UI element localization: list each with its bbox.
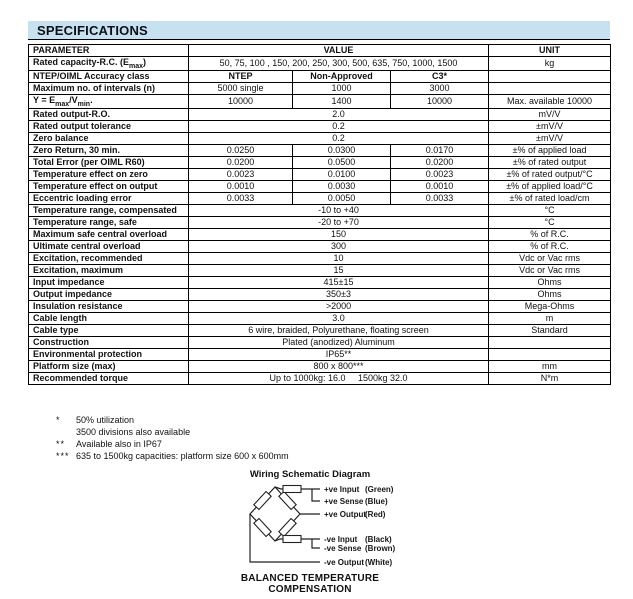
table-row (29, 82, 611, 94)
unit-cell (489, 336, 611, 348)
unit-cell: ±mV/V (489, 132, 611, 144)
table-row (29, 276, 611, 288)
value-cell: 0.0200 (189, 156, 293, 168)
footnote-text: 635 to 1500kg capacities: platform size 600 x 600mm (76, 451, 289, 461)
value-cell: IP65** (189, 348, 489, 360)
wire-label: -ve Input (324, 535, 358, 544)
wire-label: +ve Output (324, 510, 367, 519)
wire-color: (Green) (365, 485, 394, 494)
unit-cell: Vdc or Vac rms (489, 264, 611, 276)
parameter-cell: Platform size (max) (29, 360, 189, 372)
value-cell: 150 (189, 228, 489, 240)
parameter-cell: Total Error (per OIML R60) (29, 156, 189, 168)
wire-color: (Red) (365, 510, 386, 519)
table-row (29, 324, 611, 336)
value-cell: Plated (anodized) Aluminum (189, 336, 489, 348)
parameter-cell: Recommended torque (29, 372, 189, 384)
specifications-table (28, 44, 611, 385)
value-cell: 350±3 (189, 288, 489, 300)
wire-pos-sense-branch (312, 489, 320, 501)
value-cell: 0.0010 (189, 180, 293, 192)
parameter-cell: Maximum safe central overload (29, 228, 189, 240)
strain-gauge-resistor-bottom-left (254, 519, 271, 537)
parameter-cell: Maximum no. of intervals (n) (29, 82, 189, 94)
value-cell: 0.0023 (391, 168, 489, 180)
value-cell: 415±15 (189, 276, 489, 288)
unit-cell (489, 348, 611, 360)
table-header-row (29, 45, 611, 57)
table-row (29, 288, 611, 300)
parameter-cell: Environmental protection (29, 348, 189, 360)
diagram-caption (195, 573, 425, 595)
wire-color: (Blue) (365, 497, 388, 506)
value-cell: 800 x 800*** (189, 360, 489, 372)
parameter-cell: Eccentric loading error (29, 192, 189, 204)
value-cell: 0.0200 (391, 156, 489, 168)
unit-cell: N*m (489, 372, 611, 384)
column-header-parameter: PARAMETER (29, 45, 189, 57)
value-cell: 0.0500 (293, 156, 391, 168)
table-row (29, 300, 611, 312)
unit-cell: Mega-Ohms (489, 300, 611, 312)
parameter-cell: Rated output-R.O. (29, 108, 189, 120)
footnote-row (56, 438, 289, 450)
footnote-text: 3500 divisions also available (76, 427, 191, 437)
table-row (29, 168, 611, 180)
table-row (29, 372, 611, 384)
strain-gauge-resistor-top-left (254, 492, 271, 510)
compensation-resistor-top (283, 486, 301, 493)
value-cell: 3.0 (189, 312, 489, 324)
parameter-cell: Rated output tolerance (29, 120, 189, 132)
value-cell: 0.0170 (391, 144, 489, 156)
footnote-text: 50% utilization (76, 415, 135, 425)
table-row (29, 228, 611, 240)
unit-cell: Ohms (489, 276, 611, 288)
parameter-cell: Cable length (29, 312, 189, 324)
value-cell: 0.0033 (189, 192, 293, 204)
unit-cell: mV/V (489, 108, 611, 120)
value-cell: NTEP (189, 70, 293, 82)
unit-cell: ±mV/V (489, 120, 611, 132)
page-title: SPECIFICATIONS (37, 22, 148, 38)
bridge-diamond (250, 487, 300, 541)
table-row (29, 108, 611, 120)
unit-cell: % of R.C. (489, 240, 611, 252)
value-cell: -20 to +70 (189, 216, 489, 228)
value-cell: 15 (189, 264, 489, 276)
table-row (29, 360, 611, 372)
table-row (29, 216, 611, 228)
parameter-cell: Rated capacity-R.C. $(E_{max})$ (29, 57, 189, 71)
footnote-text: Available also in IP67 (76, 439, 162, 449)
strain-gauge-resistor-bottom-right (279, 519, 296, 537)
unit-cell: m (489, 312, 611, 324)
unit-cell (489, 82, 611, 94)
wiring-schematic-diagram (195, 483, 485, 571)
unit-cell: Vdc or Vac rms (489, 252, 611, 264)
wire-color: (Black) (365, 535, 392, 544)
table-row (29, 192, 611, 204)
wire-color: (Brown) (365, 544, 396, 553)
table-row (29, 70, 611, 82)
caption-line-1: BALANCED TEMPERATURE (240, 573, 380, 584)
footnote-marker: * (56, 415, 61, 425)
parameter-cell: Temperature effect on zero (29, 168, 189, 180)
parameter-cell: Temperature range, safe (29, 216, 189, 228)
value-cell: 0.0250 (189, 144, 293, 156)
parameter-cell: Excitation, recommended (29, 252, 189, 264)
table-row (29, 336, 611, 348)
value-cell: 300 (189, 240, 489, 252)
strain-gauge-resistor-top-right (279, 492, 296, 510)
value-cell: Up to 1000kg: 16.0 1500kg 32.0 (189, 372, 489, 384)
parameter-cell: Output impedance (29, 288, 189, 300)
table-row (29, 252, 611, 264)
unit-cell: ±% of applied load (489, 144, 611, 156)
compensation-resistor-bottom (283, 536, 301, 543)
wire-label: -ve Output (324, 558, 364, 567)
table-row (29, 264, 611, 276)
value-cell: 0.0100 (293, 168, 391, 180)
footnote-row (56, 450, 289, 462)
footnote-row (56, 426, 289, 438)
table-row (29, 120, 611, 132)
table-row (29, 156, 611, 168)
value-cell: 0.0023 (189, 168, 293, 180)
parameter-cell: Zero balance (29, 132, 189, 144)
footnote-marker: ** (56, 439, 66, 449)
value-cell: >2000 (189, 300, 489, 312)
unit-cell: ±% of applied load/°C (489, 180, 611, 192)
table-row (29, 144, 611, 156)
column-header-unit: UNIT (489, 45, 611, 57)
spec-table-body (29, 57, 611, 385)
value-cell: 3000 (391, 82, 489, 94)
value-cell: 1000 (293, 82, 391, 94)
table-row (29, 240, 611, 252)
value-cell: 2.0 (189, 108, 489, 120)
value-cell: -10 to +40 (189, 204, 489, 216)
parameter-cell: NTEP/OIML Accuracy class (29, 70, 189, 82)
wire-neg-sense-branch (312, 539, 320, 548)
parameter-cell: Excitation, maximum (29, 264, 189, 276)
specifications-header-bar (28, 21, 610, 40)
unit-cell: mm (489, 360, 611, 372)
unit-cell (489, 70, 611, 82)
unit-cell: ±% of rated load/cm (489, 192, 611, 204)
table-row (29, 132, 611, 144)
wire-label: -ve Sense (324, 544, 362, 553)
value-cell: 10 (189, 252, 489, 264)
value-cell: 50, 75, 100 , 150, 200, 250, 300, 500, 635, 750, 1000, 1500 (189, 57, 489, 71)
column-header-value: VALUE (189, 45, 489, 57)
wire-label: +ve Sense (324, 497, 364, 506)
value-cell: 0.0010 (391, 180, 489, 192)
unit-cell: kg (489, 57, 611, 71)
value-cell: 10000 (189, 94, 293, 108)
table-row (29, 57, 611, 71)
value-cell: 5000 single (189, 82, 293, 94)
table-row (29, 94, 611, 108)
value-cell: 6 wire, braided, Polyurethane, floating screen (189, 324, 489, 336)
footnotes (56, 414, 289, 462)
value-cell: 0.2 (189, 132, 489, 144)
unit-cell: °C (489, 204, 611, 216)
parameter-cell: Insulation resistance (29, 300, 189, 312)
wire-color: (White) (365, 558, 393, 567)
unit-cell: °C (489, 216, 611, 228)
unit-cell: ±% of rated output (489, 156, 611, 168)
unit-cell: Ohms (489, 288, 611, 300)
caption-line-2: COMPENSATION (268, 584, 352, 595)
parameter-cell: Temperature effect on output (29, 180, 189, 192)
table-row (29, 348, 611, 360)
table-row (29, 204, 611, 216)
unit-cell: Standard (489, 324, 611, 336)
parameter-cell: Construction (29, 336, 189, 348)
value-cell: 0.0030 (293, 180, 391, 192)
value-cell: 0.2 (189, 120, 489, 132)
parameter-cell: $Y = E_{max}/V_{min}$. (29, 94, 189, 108)
table-row (29, 312, 611, 324)
unit-cell: % of R.C. (489, 228, 611, 240)
value-cell: 1400 (293, 94, 391, 108)
table-row (29, 180, 611, 192)
unit-cell: ±% of rated output/°C (489, 168, 611, 180)
value-cell: Non-Approved (293, 70, 391, 82)
value-cell: 0.0300 (293, 144, 391, 156)
unit-cell: Max. available 10000 (489, 94, 611, 108)
parameter-cell: Temperature range, compensated (29, 204, 189, 216)
wiring-diagram-title: Wiring Schematic Diagram (249, 469, 371, 480)
parameter-cell: Input impedance (29, 276, 189, 288)
value-cell: 0.0050 (293, 192, 391, 204)
parameter-cell: Ultimate central overload (29, 240, 189, 252)
value-cell: C3* (391, 70, 489, 82)
wire-label: +ve Input (324, 485, 360, 494)
value-cell: 10000 (391, 94, 489, 108)
footnote-row (56, 414, 289, 426)
value-cell: 0.0033 (391, 192, 489, 204)
footnote-marker: *** (56, 451, 70, 461)
parameter-cell: Cable type (29, 324, 189, 336)
parameter-cell: Zero Return, 30 min. (29, 144, 189, 156)
